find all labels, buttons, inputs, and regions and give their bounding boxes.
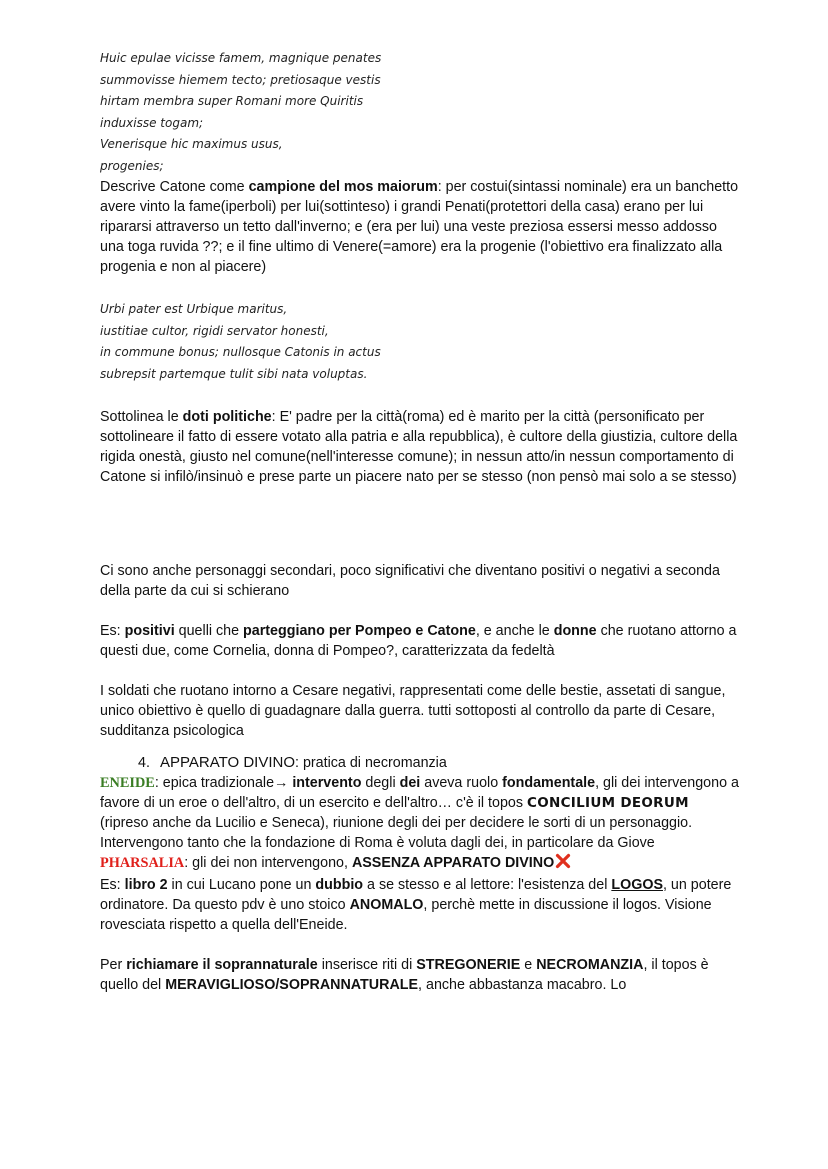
pharsalia-label: PHARSALIA [100, 855, 185, 871]
cross-mark-icon [555, 853, 571, 875]
verse-line: Huic epulae vicisse famem, magnique penates [100, 51, 382, 65]
verse-line: subrepsit partemque tulit sibi nata voluptas. [100, 366, 368, 381]
concilium-deorum: CONCILIUM DEORUM [527, 795, 689, 811]
paragraph-doti-politiche: Sottolinea le doti politiche: E' padre per la città(roma) ed è marito per la città (personificato per sottolineare il fatto di essere votato alla patria e alla repubblica), è cultore della giustizia, cultore della rigida onestà, giusto nel comune(nell'interesse comune); in nessun atto/in nessun comportamento di Catone si infilò/insinuò e prese parte un piacere nato per se stesso (non pensò mai solo a se stesso) [100, 409, 738, 485]
verse-line: in commune bonus; nullosque Catonis in actus [100, 345, 381, 359]
logos-term: LOGOS [611, 877, 663, 893]
verse-line: hirtam membra super Romani more Quiritis [100, 94, 364, 108]
paragraph-soldati-cesare: I soldati che ruotano intorno a Cesare negativi, rappresentati come delle bestie, assetati di sangue, unico obiettivo è quello di guadagnare dalla guerra. tutti sottoposti al controllo da parte di Cesare, sudditanza psicologica [100, 683, 726, 739]
verse-line: induxisse togam; [100, 115, 204, 130]
eneide-label: ENEIDE [100, 775, 155, 791]
verse-line: progenies; [100, 158, 164, 173]
paragraph-personaggi-secondari: Ci sono anche personaggi secondari, poco significativi che diventano positivi o negativi a seconda della parte da cui si schierano [100, 563, 720, 599]
paragraph-soprannaturale: Per richiamare il soprannaturale inserisce riti di STREGONERIE e NECROMANZIA, il topos è quello del MERAVIGLIOSO/SOPRANNATURALE, anche abbastanza macabro. Lo [100, 957, 709, 993]
paragraph-libro-2: Es: libro 2 in cui Lucano pone un dubbio a se stesso e al lettore: l'esistenza del LOGOS, un potere ordinatore. Da questo pdv è uno stoico ANOMALO, perchè mette in discussione il logos. Visione rovesciata rispetto a quella dell'Eneide. [100, 877, 732, 933]
verse-line: Venerisque hic maximus usus, [100, 137, 283, 151]
paragraph-pharsalia: PHARSALIA: gli dei non intervengono, ASSENZA APPARATO DIVINO [100, 853, 740, 875]
document-page [100, 48, 740, 995]
paragraph-eneide: ENEIDE: epica tradizionale→ intervento degli dei aveva ruolo fondamentale, gli dei intervengono a favore di un eroe o dell'altro, di un esercito e dell'altro… c'è il topos CONCILIUM DEORUM (ripreso anche da Lucilio e Seneca), riunione degli dei per decidere le sorti di un personaggio. Intervengono tanto che la fondazione di Roma è voluta dagli dei, in particolare da Giove [100, 775, 739, 851]
verse-line: iustitiae cultor, rigidi servator honesti, [100, 323, 329, 338]
latin-verse-1 [100, 48, 740, 177]
verse-line: summovisse hiemem tecto; pretiosaque vestis [100, 72, 381, 87]
paragraph-catone-campione: Descrive Catone come campione del mos maiorum: per costui(sintassi nominale) era un banchetto avere vinto la fame(iperboli) per lui(sottinteso) i grandi Penati(protettori della casa) erano per lui ripararsi attraverso un tetto dall'inverno; e (era per lui) una veste preziosa essersi messo addosso una toga ruvida ??; e il fine ultimo di Venere(=amore) era la progenie (l'obiettivo era finalizzato alla progenia e non al piacere) [100, 179, 739, 275]
paragraph-positivi: Es: positivi quelli che parteggiano per Pompeo e Catone, e anche le donne che ruotano attorno a questi due, come Cornelia, donna di Pompeo?, caratterizzata da fedeltà [100, 623, 737, 659]
latin-verse-2 [100, 299, 740, 385]
verse-line: Urbi pater est Urbique maritus, [100, 302, 288, 316]
list-item-apparato-divino: 4. APPARATO DIVINO: pratica di necromanzia [138, 754, 447, 771]
